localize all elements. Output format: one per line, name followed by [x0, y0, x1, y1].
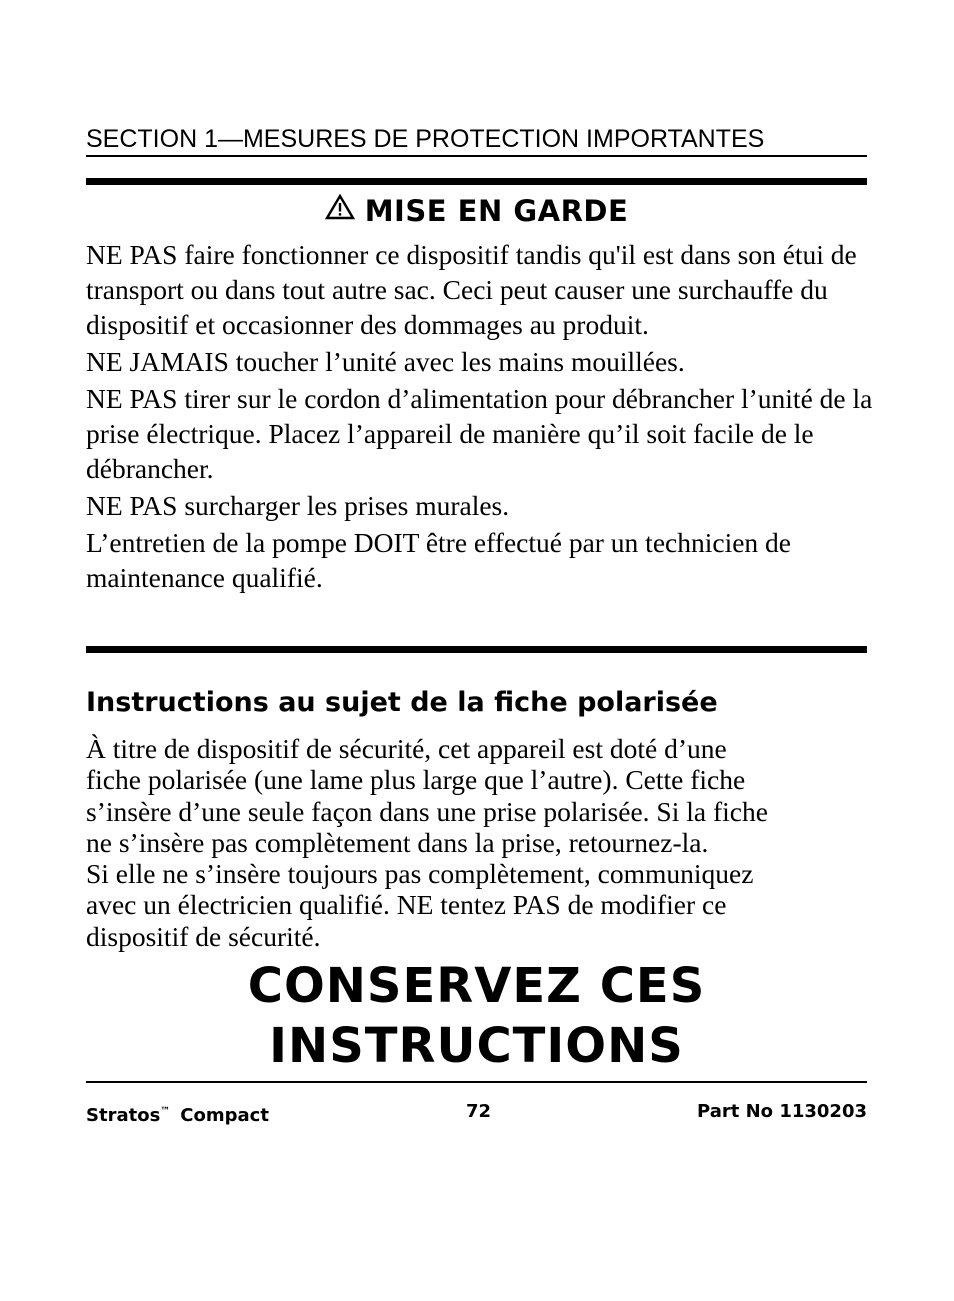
warning-bottom-rule	[86, 646, 867, 653]
polarized-line: s’insère d’une seule façon dans une prise polarisée. Si la fiche	[86, 795, 768, 827]
warning-top-rule	[86, 178, 867, 185]
footer-product	[86, 1099, 269, 1129]
warning-title-text: MISE EN GARDE	[364, 194, 629, 228]
product-model: Compact	[180, 1105, 269, 1126]
polarized-line: À titre de dispositif de sécurité, cet appareil est doté d’une	[86, 733, 727, 764]
keep-notice-line2: INSTRUCTIONS	[269, 1018, 684, 1074]
warning-paragraph: NE PAS surcharger les prises murales.	[86, 490, 510, 521]
header-divider	[86, 155, 867, 157]
polarized-plug-heading: Instructions au sujet de la fiche polarisée	[86, 687, 718, 718]
warning-paragraph: NE PAS faire fonctionner ce dispositif tandis qu'il est dans son étui de transport ou dans tout autre sac. Ceci peut causer une surchauffe du dispositif et occasionner des dommages au produit.	[86, 239, 857, 340]
document-page	[86, 0, 873, 1301]
warning-paragraph: L’entretien de la pompe DOIT être effectué par un technicien de maintenance qualifié.	[86, 527, 792, 593]
polarized-plug-body	[86, 733, 876, 952]
warning-body	[86, 237, 876, 597]
warning-paragraph: NE PAS tirer sur le cordon d’alimentation pour débrancher l’unité de la prise électrique. Placez l’appareil de manière qu’il soit facile de le débrancher.	[86, 383, 873, 484]
polarized-line: dispositif de sécurité.	[86, 920, 321, 952]
polarized-line: ne s’insère pas complètement dans la prise, retournez-la.	[86, 826, 709, 858]
warning-triangle-icon	[325, 192, 355, 228]
trademark-symbol: ™	[160, 1106, 171, 1117]
polarized-line: avec un électricien qualifié. NE tentez PAS de modifier ce	[86, 889, 727, 921]
section-header: SECTION 1—MESURES DE PROTECTION IMPORTANTES	[86, 125, 765, 153]
keep-instructions-notice	[86, 956, 867, 1076]
polarized-line: Si elle ne s’insère toujours pas complètement, communiquez	[86, 858, 754, 890]
footer-divider	[86, 1081, 867, 1083]
warning-title	[86, 193, 867, 229]
page-number: 72	[466, 1101, 492, 1122]
product-name: Stratos	[86, 1105, 161, 1126]
warning-paragraph: NE JAMAIS toucher l’unité avec les mains mouillées.	[86, 346, 685, 377]
part-number: Part No 1130203	[697, 1101, 867, 1122]
keep-notice-line1: CONSERVEZ CES	[247, 958, 706, 1014]
polarized-line: fiche polarisée (une lame plus large que l’autre). Cette fiche	[86, 764, 746, 796]
